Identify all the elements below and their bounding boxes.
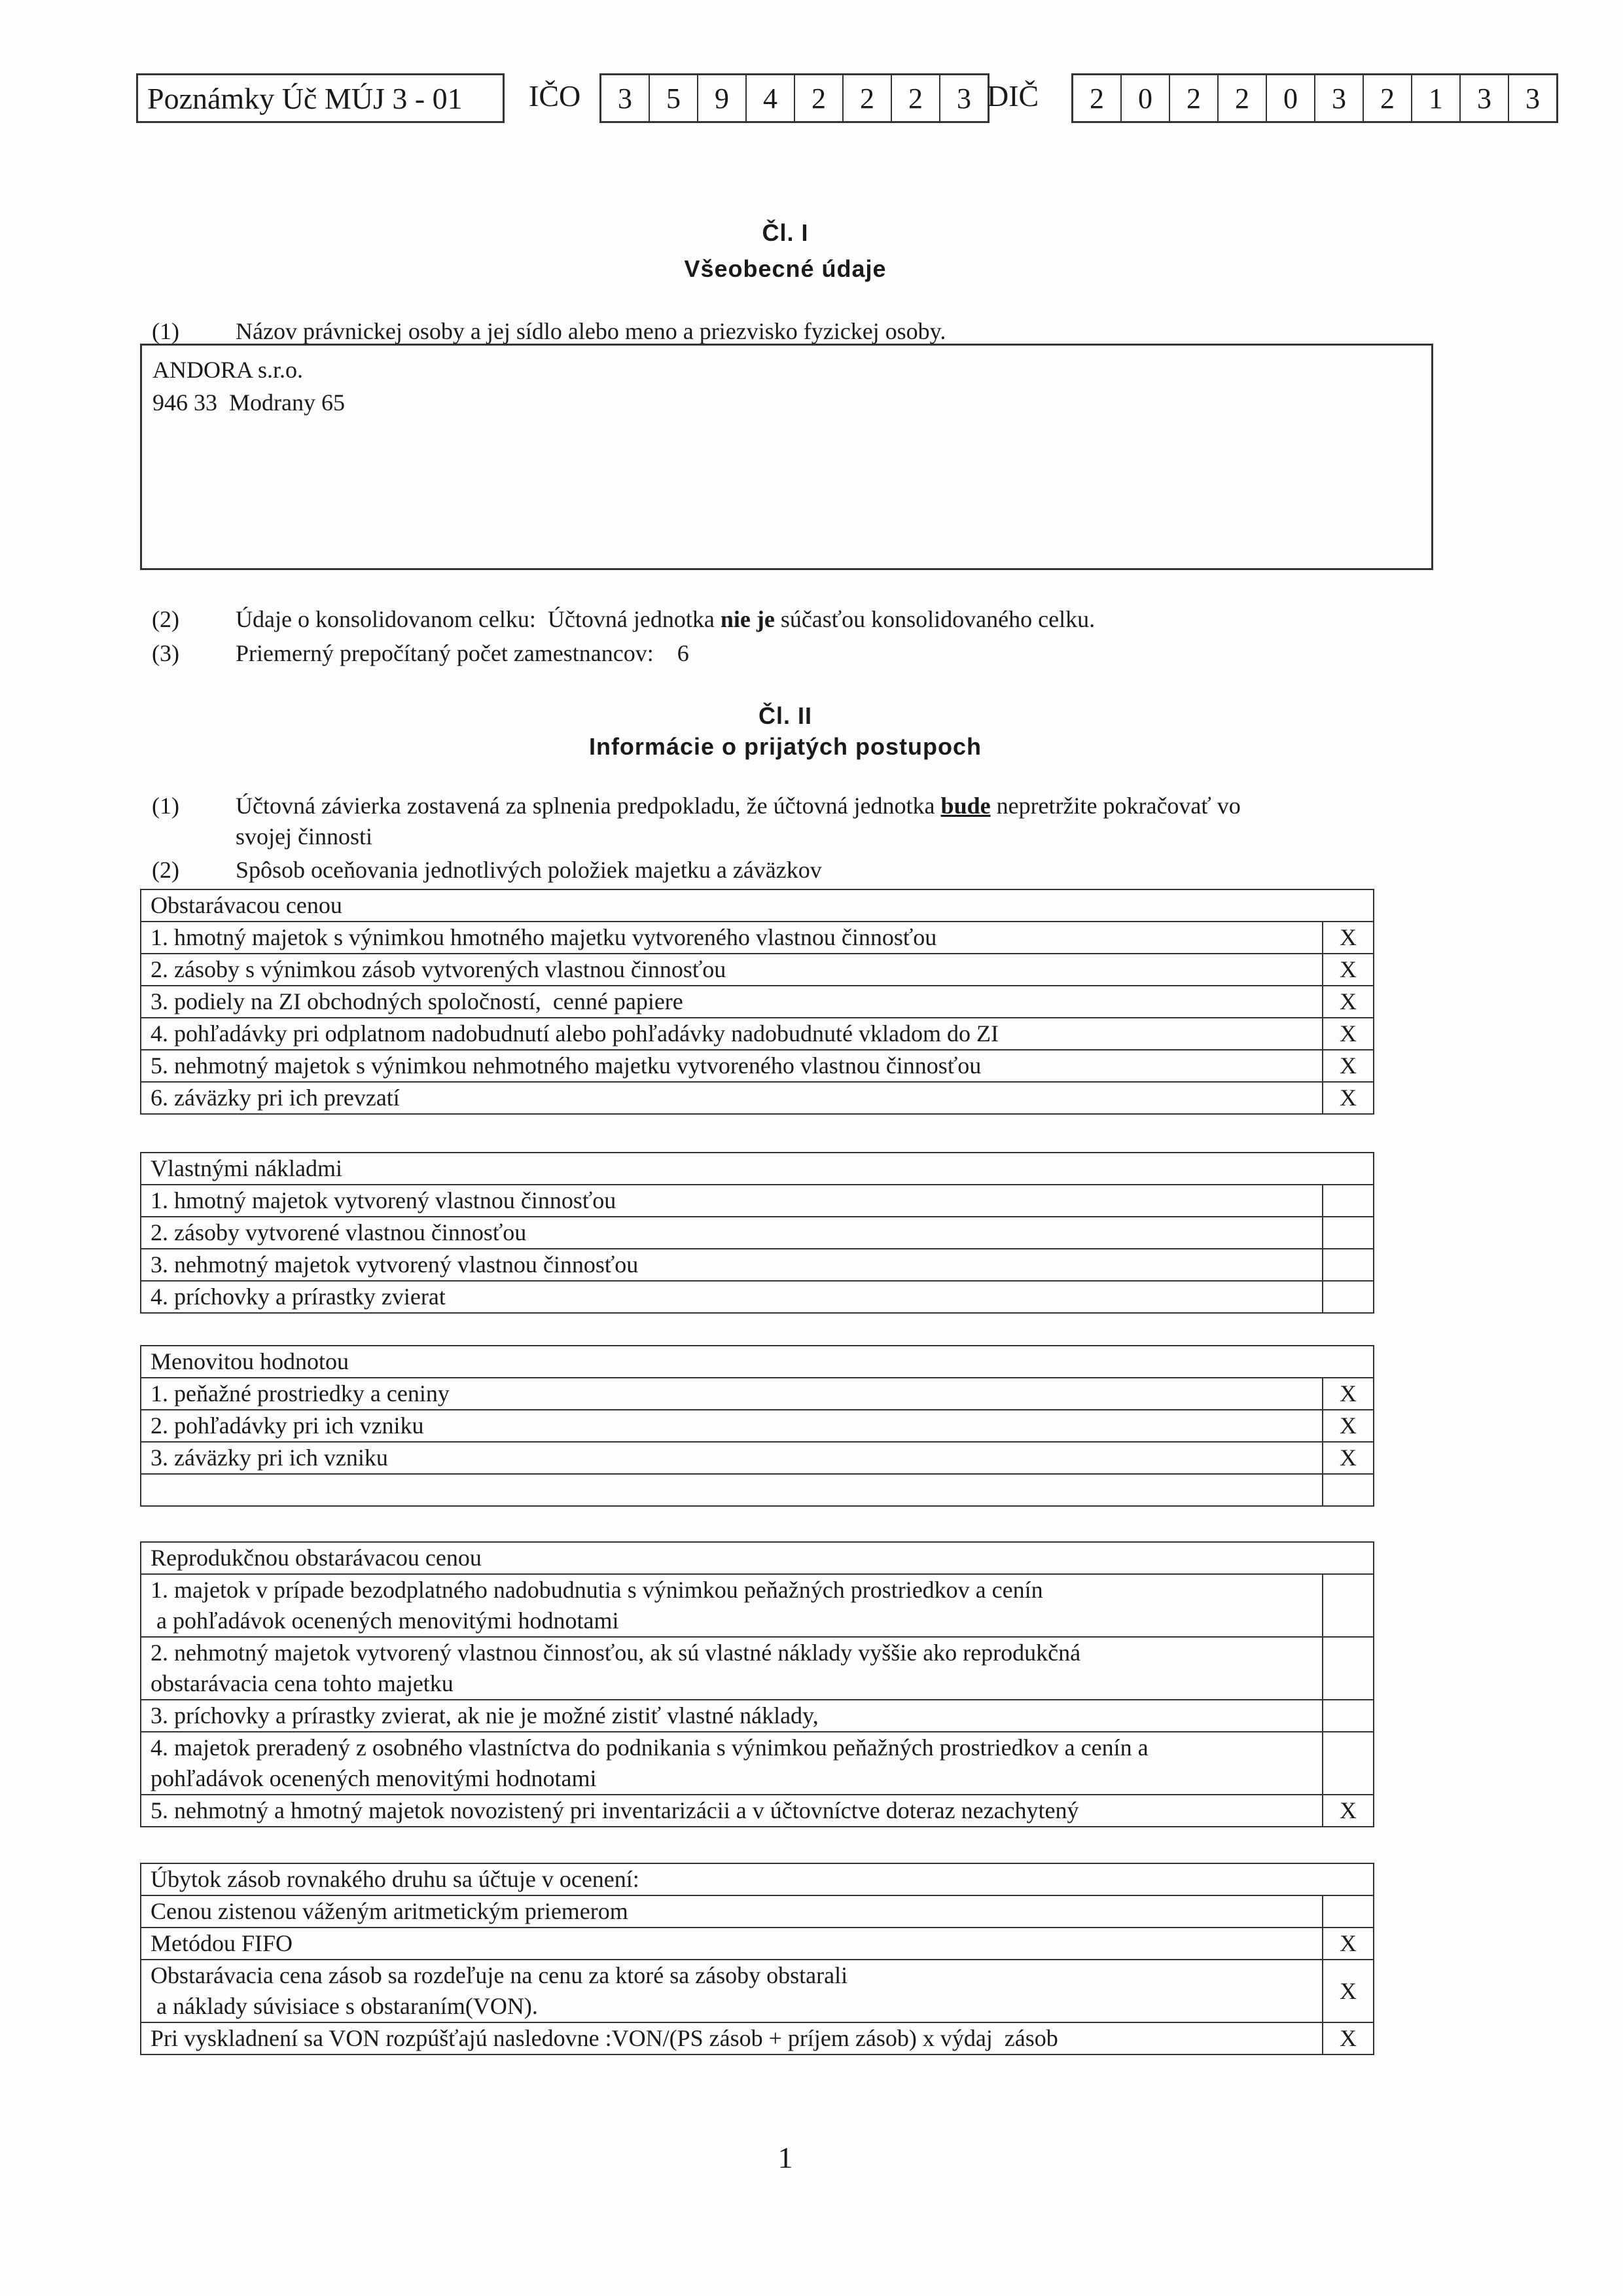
valuation-table — [140, 1345, 1374, 1507]
row-mark: X — [1323, 1795, 1374, 1827]
item-text: Spôsob oceňovania jednotlivých položiek majetku a záväzkov — [236, 857, 822, 883]
row-label — [141, 1474, 1323, 1506]
row-label — [141, 1249, 1323, 1281]
table-row — [141, 1795, 1374, 1827]
section2-item1 — [152, 792, 1241, 819]
dic-label: DIČ — [987, 79, 1039, 113]
table-row — [141, 1442, 1374, 1474]
item-number: (1) — [152, 318, 179, 344]
row-label — [141, 1281, 1323, 1313]
digit-cell: 5 — [650, 75, 698, 121]
digit-cell: 2 — [844, 75, 892, 121]
digit-cell: 3 — [1461, 75, 1509, 121]
row-mark: X — [1323, 1960, 1374, 2022]
digit-cell: 2 — [1364, 75, 1412, 121]
row-text: 3. záväzky pri ich vzniku — [151, 1444, 388, 1471]
table-row — [141, 1732, 1374, 1795]
form-title-box — [136, 73, 505, 123]
section2-item1-cont: svojej činnosti — [236, 823, 372, 850]
row-text: a náklady súvisiace s obstaraním(VON). — [151, 1993, 538, 2019]
row-mark — [1323, 1281, 1374, 1313]
row-text: 4. príchovky a prírastky zvierat — [151, 1283, 446, 1310]
table-row — [141, 1050, 1374, 1082]
table-row — [141, 922, 1374, 954]
dic-digits — [1071, 73, 1558, 123]
table-row — [141, 1082, 1374, 1114]
company-name: ANDORA s.r.o. — [152, 357, 304, 383]
digit-cell: 2 — [795, 75, 844, 121]
table-row — [141, 2022, 1374, 2054]
section1-item3 — [152, 639, 689, 667]
digit-cell: 2 — [892, 75, 940, 121]
row-mark: X — [1323, 2022, 1374, 2054]
row-mark: X — [1323, 1018, 1374, 1050]
row-text: 2. zásoby s výnimkou zásob vytvorených vlastnou činnosťou — [151, 956, 726, 982]
section1-heading: Čl. I — [762, 219, 809, 246]
item-text: Účtovná závierka zostavená za splnenia predpokladu, že účtovná jednotka — [236, 793, 941, 819]
row-label — [141, 1082, 1323, 1114]
row-text: obstarávacia cena tohto majetku — [151, 1670, 454, 1696]
table-title: Menovitou hodnotou — [141, 1346, 1374, 1378]
row-mark: X — [1323, 922, 1374, 954]
item-number: (1) — [152, 793, 179, 819]
table-title: Reprodukčnou obstarávacou cenou — [141, 1542, 1374, 1574]
section1-subheading: Všeobecné údaje — [684, 255, 887, 282]
table-row — [141, 986, 1374, 1018]
row-mark — [1323, 1700, 1374, 1732]
section2-heading: Čl. II — [758, 702, 812, 729]
item-text: Údaje o konsolidovanom celku: Účtovná jednotka — [236, 606, 721, 632]
row-mark — [1323, 1895, 1374, 1928]
table-row — [141, 1410, 1374, 1442]
row-text: Pri vyskladnení sa VON rozpúšťajú nasledovne :VON/(PS zásob + príjem zásob) x výdaj zásob — [151, 2025, 1058, 2051]
row-label — [141, 1217, 1323, 1249]
digit-cell: 3 — [601, 75, 650, 121]
row-mark: X — [1323, 1928, 1374, 1960]
table-row — [141, 1281, 1374, 1313]
row-text: 1. hmotný majetok s výnimkou hmotného majetku vytvoreného vlastnou činnosťou — [151, 924, 937, 950]
item-text: Priemerný prepočítaný počet zamestnancov: — [236, 640, 654, 666]
item-text-b: súčasťou konsolidovaného celku. — [774, 606, 1096, 632]
section1-item2 — [152, 605, 1095, 633]
digit-cell: 3 — [957, 82, 971, 115]
row-text: 5. nehmotný majetok s výnimkou nehmotného majetku vytvoreného vlastnou činnosťou — [151, 1052, 982, 1079]
row-mark: X — [1323, 986, 1374, 1018]
row-text: 1. peňažné prostriedky a ceniny — [151, 1380, 450, 1407]
valuation-table — [140, 1541, 1374, 1827]
row-text: Obstarávacia cena zásob sa rozdeľuje na cenu za ktoré sa zásoby obstarali — [151, 1962, 848, 1988]
table-row — [141, 1574, 1374, 1637]
row-mark — [1323, 1474, 1374, 1506]
row-label — [141, 2022, 1323, 2054]
form-title: Poznámky Úč MÚJ 3 - 01 — [147, 81, 463, 115]
digit-cell: 4 — [747, 75, 795, 121]
section2-item2 — [152, 856, 822, 884]
row-label — [141, 1795, 1323, 1827]
row-label — [141, 1378, 1323, 1410]
row-text: 4. majetok preradený z osobného vlastníctva do podnikania s výnimkou peňažných prostriedkov a cenín a — [151, 1734, 1149, 1761]
row-text: 2. pohľadávky pri ich vzniku — [151, 1412, 424, 1439]
item-text-b: nepretržite pokračovať vo — [990, 793, 1241, 819]
row-text: pohľadávok ocenených menovitými hodnotami — [151, 1765, 597, 1791]
valuation-table — [140, 1152, 1374, 1314]
digit-cell: 2 — [1170, 75, 1219, 121]
table-title: Obstarávacou cenou — [141, 889, 1374, 922]
row-label — [141, 1185, 1323, 1217]
table-row — [141, 1928, 1374, 1960]
row-label — [141, 1637, 1323, 1700]
row-text: 1. hmotný majetok vytvorený vlastnou činnosťou — [151, 1187, 616, 1213]
row-label — [141, 1732, 1323, 1795]
row-text: 6. záväzky pri ich prevzatí — [151, 1085, 400, 1111]
row-label — [141, 1895, 1323, 1928]
table-row — [141, 1185, 1374, 1217]
row-label — [141, 1442, 1323, 1474]
row-label — [141, 922, 1323, 954]
table-row — [141, 1895, 1374, 1928]
table-row — [141, 1217, 1374, 1249]
row-mark — [1323, 1574, 1374, 1637]
row-text: 2. zásoby vytvorené vlastnou činnosťou — [151, 1219, 527, 1246]
item-number: (2) — [152, 606, 179, 632]
table-row — [141, 1018, 1374, 1050]
company-address: 946 33 Modrany 65 — [152, 389, 345, 416]
row-text: a pohľadávok ocenených menovitými hodnotami — [151, 1607, 619, 1634]
row-mark: X — [1323, 1050, 1374, 1082]
row-label — [141, 1050, 1323, 1082]
item-text: Názov právnickej osoby a jej sídlo alebo meno a priezvisko fyzickej osoby. — [236, 318, 946, 344]
table-row — [141, 954, 1374, 986]
digit-cell: 3 — [1315, 75, 1364, 121]
row-mark: X — [1323, 1378, 1374, 1410]
digit-cell: 9 — [698, 75, 747, 121]
digit-cell: 0 — [1122, 75, 1170, 121]
row-label — [141, 1018, 1323, 1050]
table-row — [141, 1249, 1374, 1281]
table-row — [141, 1378, 1374, 1410]
row-text: 2. nehmotný majetok vytvorený vlastnou činnosťou, ak sú vlastné náklady vyššie ako reprodukčná — [151, 1640, 1081, 1666]
row-label — [141, 1960, 1323, 2022]
item-number: (3) — [152, 640, 179, 666]
employee-count: 6 — [677, 640, 689, 666]
item-number: (2) — [152, 857, 179, 883]
row-label — [141, 954, 1323, 986]
row-mark — [1323, 1185, 1374, 1217]
valuation-table — [140, 889, 1374, 1115]
section1-item1 — [152, 317, 946, 345]
digit-cell: 0 — [1267, 75, 1315, 121]
item-bold: nie je — [720, 606, 775, 632]
row-label — [141, 1410, 1323, 1442]
row-mark: X — [1323, 1082, 1374, 1114]
row-text: 5. nehmotný a hmotný majetok novozistený pri inventarizácii a v účtovníctve doteraz nezachytený — [151, 1797, 1079, 1823]
table-row — [141, 1474, 1374, 1506]
table-row — [141, 1700, 1374, 1732]
row-mark: X — [1323, 1410, 1374, 1442]
table-title: Vlastnými nákladmi — [141, 1153, 1374, 1185]
row-text: 3. nehmotný majetok vytvorený vlastnou činnosťou — [151, 1251, 639, 1278]
row-text: Cenou zistenou váženým aritmetickým priemerom — [151, 1898, 628, 1924]
address-box — [140, 344, 1433, 570]
digit-cell: 2 — [1219, 75, 1267, 121]
row-mark — [1323, 1249, 1374, 1281]
table-title: Úbytok zásob rovnakého druhu sa účtuje v ocenení: — [141, 1863, 1374, 1895]
row-label — [141, 986, 1323, 1018]
row-text: 4. pohľadávky pri odplatnom nadobudnutí alebo pohľadávky nadobudnuté vkladom do ZI — [151, 1020, 999, 1047]
page-number: 1 — [777, 2141, 793, 2174]
valuation-table — [140, 1863, 1374, 2055]
table-row — [141, 1960, 1374, 2022]
row-mark — [1323, 1217, 1374, 1249]
section2-subheading: Informácie o prijatých postupoch — [588, 733, 982, 760]
row-text: Metódou FIFO — [151, 1930, 293, 1956]
row-text: 3. príchovky a prírastky zvierat, ak nie je možné zistiť vlastné náklady, — [151, 1702, 819, 1729]
row-text: 1. majetok v prípade bezodplatného nadobudnutia s výnimkou peňažných prostriedkov a cenín — [151, 1577, 1043, 1603]
digit-cell: 3 — [1525, 82, 1540, 115]
ico-digits — [599, 73, 990, 123]
row-mark — [1323, 1637, 1374, 1700]
ico-label: IČO — [529, 79, 581, 113]
row-label — [141, 1700, 1323, 1732]
row-mark: X — [1323, 1442, 1374, 1474]
digit-cell: 2 — [1073, 75, 1122, 121]
row-text: 3. podiely na ZI obchodných spoločností, cenné papiere — [151, 988, 683, 1014]
row-mark — [1323, 1732, 1374, 1795]
row-label — [141, 1928, 1323, 1960]
digit-cell: 1 — [1412, 75, 1461, 121]
row-label — [141, 1574, 1323, 1637]
row-mark: X — [1323, 954, 1374, 986]
item-bold: bude — [940, 793, 991, 819]
table-row — [141, 1637, 1374, 1700]
